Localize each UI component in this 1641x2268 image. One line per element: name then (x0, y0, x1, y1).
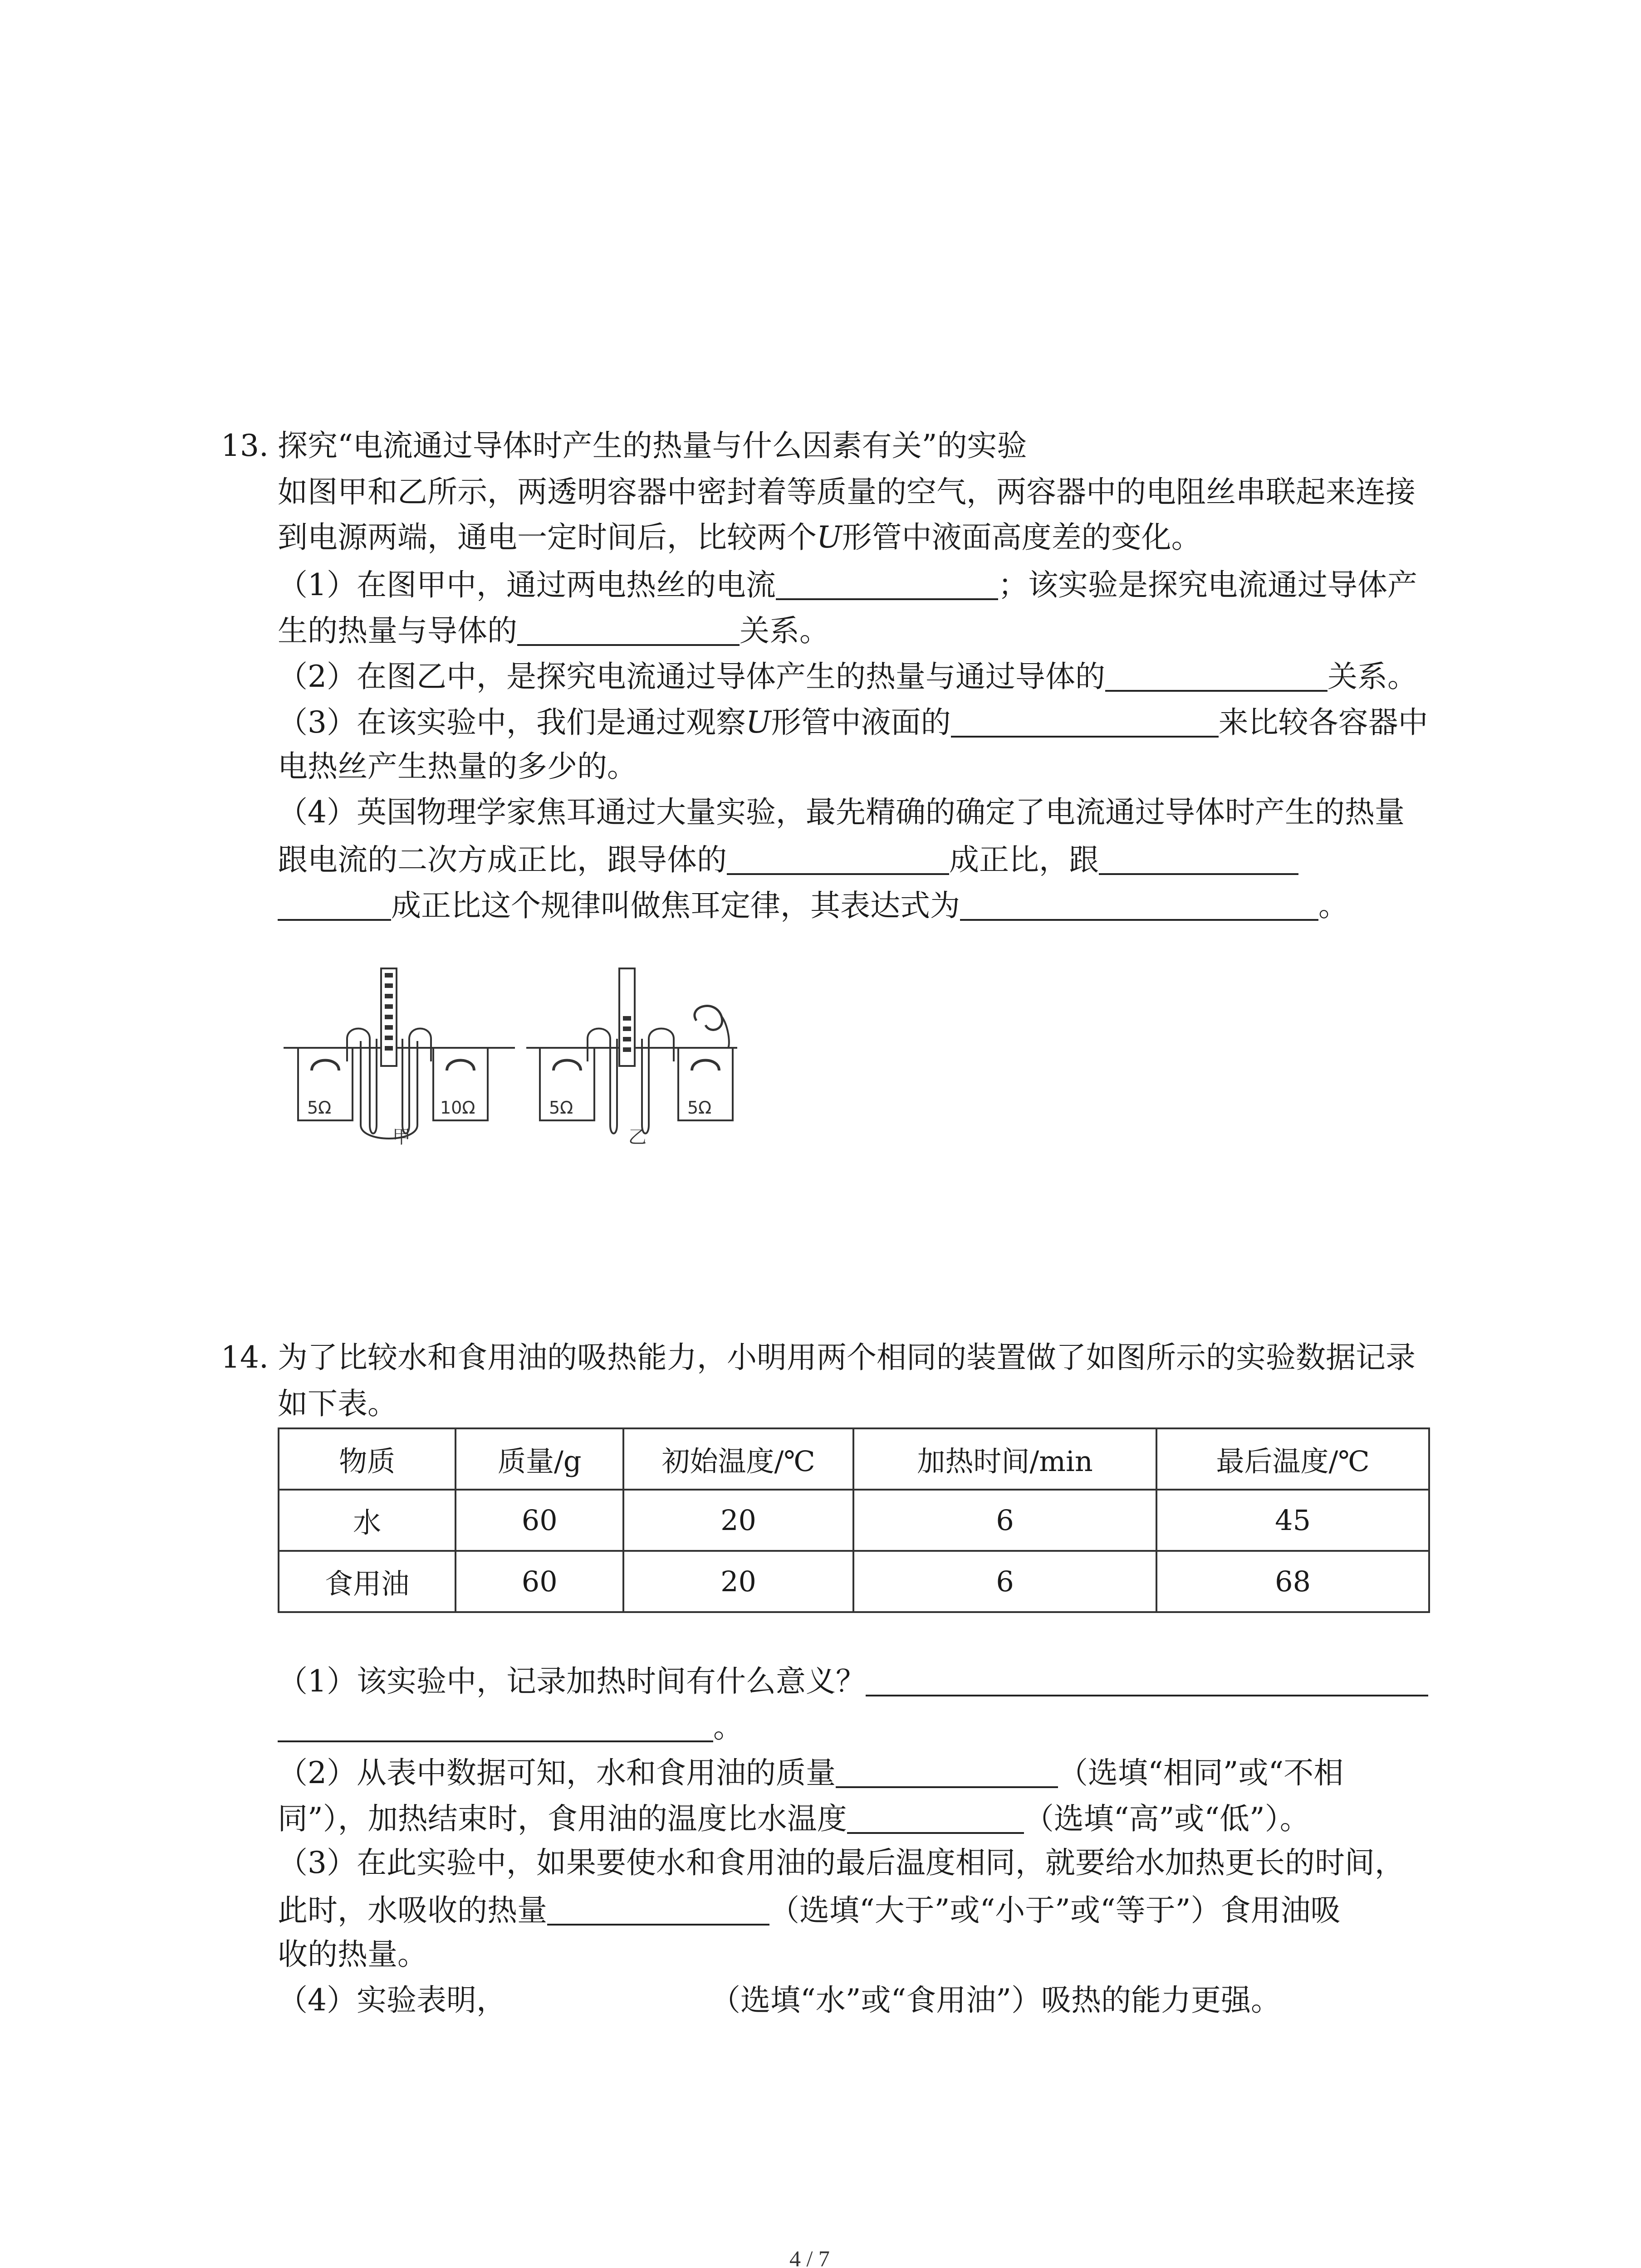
table-cell: 60 (456, 1551, 623, 1612)
question-13-part-3-line-1 (278, 706, 1428, 738)
text: （1）在图甲中，通过两电热丝的电流 (278, 567, 776, 602)
text: 形管中液面高度差的变化。 (842, 520, 1201, 555)
answer-blank-time-part2[interactable] (278, 889, 391, 921)
answer-blank-heating-time-meaning-cont[interactable] (278, 1711, 713, 1742)
text: 形管中液面的 (771, 705, 951, 740)
question-14-part-2-line-2 (278, 1802, 1310, 1834)
question-13-number: 13. (221, 428, 269, 463)
question-14-intro-line-1: 为了比较水和食用油的吸热能力，小明用两个相同的装置做了如图所示的实验数据记录 (278, 1340, 1416, 1375)
answer-blank-formula[interactable] (960, 889, 1318, 921)
question-13-intro-line-1: 如图甲和乙所示，两透明容器中密封着等质量的空气，两容器中的电阻丝串联起来连接 (278, 474, 1416, 509)
resistor-label-jia-right: 10Ω (440, 1098, 475, 1118)
answer-blank-liquid-level[interactable] (951, 706, 1219, 738)
question-13-part-1-line-2 (278, 614, 829, 646)
table-cell: 45 (1156, 1490, 1429, 1551)
table-header-cell: 质量/g (456, 1428, 623, 1490)
text: 来比较各容器中 (1218, 705, 1428, 740)
text: （选填“高”或“低”）。 (1024, 1801, 1310, 1836)
question-14-part-4 (278, 1983, 1281, 2018)
answer-blank-conductor[interactable] (517, 614, 740, 646)
text: （选填“水”或“食用油”）吸热的能力更强。 (710, 1983, 1281, 2018)
variable-u: U (817, 520, 842, 555)
table-header-cell: 物质 (279, 1428, 456, 1490)
text: 关系。 (740, 613, 829, 648)
table-cell: 60 (456, 1490, 623, 1551)
question-14-part-3-line-2 (278, 1894, 1340, 1926)
text: （3）在该实验中，我们是通过观察 (278, 705, 746, 740)
question-14-part-1-line-2 (278, 1710, 743, 1745)
text: 跟电流的二次方成正比，跟导体的 (278, 842, 727, 877)
figure-caption-yi: 乙 (628, 1127, 647, 1148)
resistor-label-yi-right: 5Ω (687, 1098, 712, 1118)
answer-blank-heating-time-meaning[interactable] (866, 1665, 1428, 1696)
table-cell: 食用油 (279, 1551, 456, 1612)
table-cell: 6 (853, 1490, 1156, 1551)
text: 。 (1318, 888, 1348, 923)
question-13-part-3-line-2: 电热丝产生热量的多少的。 (278, 749, 637, 784)
variable-u: U (746, 705, 771, 740)
answer-blank-mass[interactable] (836, 1756, 1058, 1788)
experiment-data-table (278, 1427, 1430, 1613)
table-cell: 6 (853, 1551, 1156, 1612)
question-14-number: 14. (221, 1340, 269, 1375)
table-cell: 20 (623, 1490, 853, 1551)
table-row (279, 1490, 1429, 1551)
text: （4）实验表明， (278, 1983, 506, 2018)
question-14-part-2-line-1 (278, 1756, 1343, 1788)
table-header-row (279, 1428, 1429, 1490)
question-14-part-1-line-1 (278, 1664, 1428, 1699)
table-cell: 68 (1156, 1551, 1429, 1612)
text: （2）在图乙中，是探究电流通过导体产生的热量与通过导体的 (278, 659, 1105, 694)
text: 此时，水吸收的热量 (278, 1893, 547, 1928)
answer-blank-resistance[interactable] (727, 843, 949, 875)
resistor-label-jia-left: 5Ω (307, 1098, 332, 1118)
question-13-title: 探究“电流通过导体时产生的热量与什么因素有关”的实验 (278, 428, 1027, 463)
question-13-part-4-line-3 (278, 889, 1348, 921)
answer-blank-relation[interactable] (1105, 660, 1327, 692)
question-13-part-2 (278, 660, 1417, 692)
answer-blank-time-part1[interactable] (1099, 843, 1298, 875)
text: （2）从表中数据可知，水和食用油的质量 (278, 1755, 836, 1790)
table-header-cell: 初始温度/℃ (623, 1428, 853, 1490)
question-13-part-4-line-2 (278, 843, 1298, 875)
question-13-part-1-line-1 (278, 568, 1417, 600)
figure-caption-jia: 甲 (392, 1127, 411, 1148)
text: ；该实验是探究电流通过导体产 (998, 567, 1417, 602)
question-13-part-4-line-1: （4）英国物理学家焦耳通过大量实验，最先精确的确定了电流通过导体时产生的热量 (278, 795, 1405, 830)
text: 同”），加热结束时，食用油的温度比水温度 (278, 1801, 847, 1836)
question-14-part-3-line-3: 收的热量。 (278, 1937, 427, 1972)
answer-blank-current[interactable] (776, 568, 998, 600)
table-header-cell: 最后温度/℃ (1156, 1428, 1429, 1490)
text: 成正比，跟 (949, 842, 1099, 877)
answer-blank-temperature[interactable] (847, 1802, 1024, 1834)
text: （1）该实验中，记录加热时间有什么意义？ (278, 1664, 866, 1699)
table-cell: 20 (623, 1551, 853, 1612)
table-header-cell: 加热时间/min (853, 1428, 1156, 1490)
experiment-apparatus-figure (279, 957, 742, 1148)
table-cell: 水 (279, 1490, 456, 1551)
question-13-intro-line-2 (278, 520, 1201, 555)
text: 成正比这个规律叫做焦耳定律，其表达式为 (391, 888, 960, 923)
question-14-intro-line-2: 如下表。 (278, 1386, 397, 1421)
text: （选填“大于”或“小于”或“等于”）食用油吸 (769, 1893, 1341, 1928)
table-row (279, 1551, 1429, 1612)
question-14-part-3-line-1: （3）在此实验中，如果要使水和食用油的最后温度相同，就要给水加热更长的时间， (278, 1845, 1405, 1880)
text: 。 (713, 1710, 743, 1745)
text: 关系。 (1327, 659, 1417, 694)
text: 到电源两端，通电一定时间后，比较两个 (278, 520, 817, 555)
resistor-label-yi-left: 5Ω (549, 1098, 573, 1118)
text: 生的热量与导体的 (278, 613, 517, 648)
text: （选填“相同”或“不相 (1058, 1755, 1344, 1790)
page-number: 4 / 7 (789, 2246, 830, 2268)
answer-blank-heat-absorbed[interactable] (547, 1894, 769, 1926)
